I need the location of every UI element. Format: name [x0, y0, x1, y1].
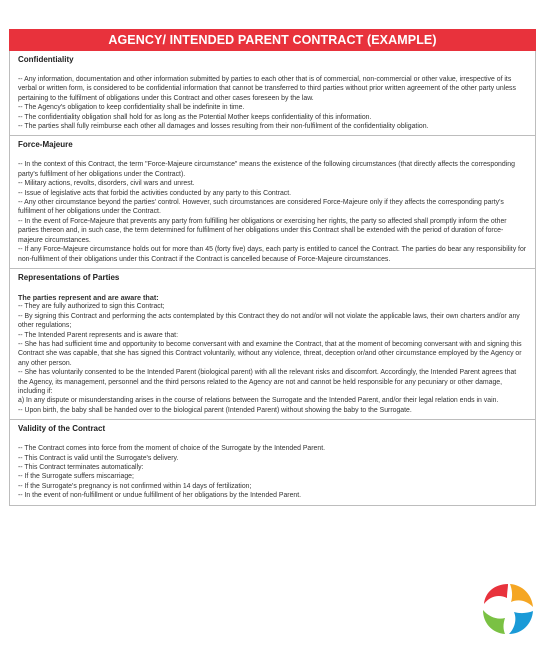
section-line: -- If any Force-Majeure circumstance holds out for more than 45 (forty five) days, each party is entitled to cancel the Contract. The parties do bear any responsibility for non-fulfilment of their obligations under this Contract if the Contract is cancelled because of Force-Majeure circumstances.: [18, 246, 527, 263]
section-validity: [9, 420, 536, 505]
document-title: AGENCY/ INTENDED PARENT CONTRACT (EXAMPLE): [9, 29, 536, 51]
section-line: -- The Contract comes into force from the moment of choice of the Surrogate by the Intended Parent.: [18, 445, 326, 453]
section-heading: Confidentiality: [18, 55, 74, 64]
swirl-logo-icon: [477, 578, 539, 640]
section-line: -- She has had sufficient time and opportunity to become conversant with and examine the Contract, that at the moment of becoming conversant with and signing this Contract she was capable, that she has signed this Contract voluntarily, without any violence, threat, deception or/and other circumstance employed by the Agency or any other person.: [18, 340, 522, 367]
section-line: -- This Contract is valid until the Surrogate's delivery.: [18, 454, 179, 462]
section-line: -- In the event of Force-Majeure that prevents any party from fulfilling her obligations or exercising her rights, the party so affected shall promptly inform the other parties thereon and, in such case, the term determined for fulfilment of her obligations under this Contract shall be extended with the period of duration of force-majeure circumstances.: [18, 217, 507, 244]
section-line: -- This Contract terminates automatically:: [18, 464, 144, 471]
section-representations: [9, 269, 536, 420]
section-line: -- She has voluntarily consented to be the Intended Parent (biological parent) with all the relevant risks and discomfort. Accordingly, the Intended Parent agrees that the Agency, its management, personnel and the third persons related to the Agency are not and cannot be held responsible for any pecuniary or other damage, including if:: [18, 369, 517, 395]
section-line: -- Any other circumstance beyond the parties' control. However, such circumstances are considered Force-Majeure only if they affects the corresponding party's fulfilment of her obligations under the Contract.: [18, 199, 504, 216]
contract-document: [9, 29, 536, 506]
section-line: -- If the Surrogate's pregnancy is not confirmed within 14 days of fertilization;: [18, 482, 252, 490]
section-subheading: The parties represent and are aware that:: [18, 292, 159, 302]
section-line: -- They are fully authorized to sign this Contract;: [18, 303, 165, 311]
section-line: -- In the context of this Contract, the term "Force-Majeure circumstance" means the existence of the following circumstances (that directly affects the corresponding party's fulfilment of her obligations under the Contract).: [18, 161, 515, 178]
section-heading: Validity of the Contract: [18, 424, 106, 434]
section-line: -- In the event of non-fulfillment or undue fulfillment of her obligations by the Intended Parent.: [18, 492, 302, 500]
section-line: -- By signing this Contract and performing the acts contemplated by this Contract they do not and/or will not violate the applicable laws, their own charters and/or any other regulations;: [18, 312, 520, 330]
section-line: -- Upon birth, the baby shall be handed over to the biological parent (Intended Parent) without showing the baby to the Surrogate.: [18, 406, 412, 414]
section-line: -- The Agency's obligation to keep confidentiality shall be indefinite in time.: [18, 104, 245, 112]
section-line: -- The parties shall fully reimburse each other all damages and losses resulting from their non-fulfilment of the confidentiality obligation.: [18, 123, 429, 131]
section-line: a) In any dispute or misunderstanding arises in the course of relations between the Surrogate and the Intended Parent, and/or their legal relation ends in vain.: [18, 397, 499, 405]
section-heading: Force-Majeure: [18, 140, 73, 150]
section-line: -- Issue of legislative acts that forbid the activities conducted by any party to this Contract.: [18, 189, 292, 197]
section-line: -- The Intended Parent represents and is aware that:: [18, 331, 178, 339]
section-heading: Representations of Parties: [18, 272, 120, 282]
section-confidentiality: [9, 51, 536, 136]
section-line: -- Military actions, revolts, disorders, civil wars and unrest.: [18, 180, 195, 188]
section-line: -- Any information, documentation and other information submitted by parties to each other that is of commercial, non-commercial or other value, irrespective of its verbal or written form, is considered to be confidential information that cannot be transferred to third parties without prior written agreement of the other party unless pertaining to the fulfilment of obligations under this Contract and other cases foreseen by the law.: [18, 76, 516, 102]
section-force-majeure: [9, 136, 536, 268]
section-line: -- If the Surrogate suffers miscarriage;: [18, 473, 134, 481]
section-line: -- The confidentiality obligation shall hold for as long as the Potential Mother keeps confidentiality of this information.: [18, 113, 372, 121]
